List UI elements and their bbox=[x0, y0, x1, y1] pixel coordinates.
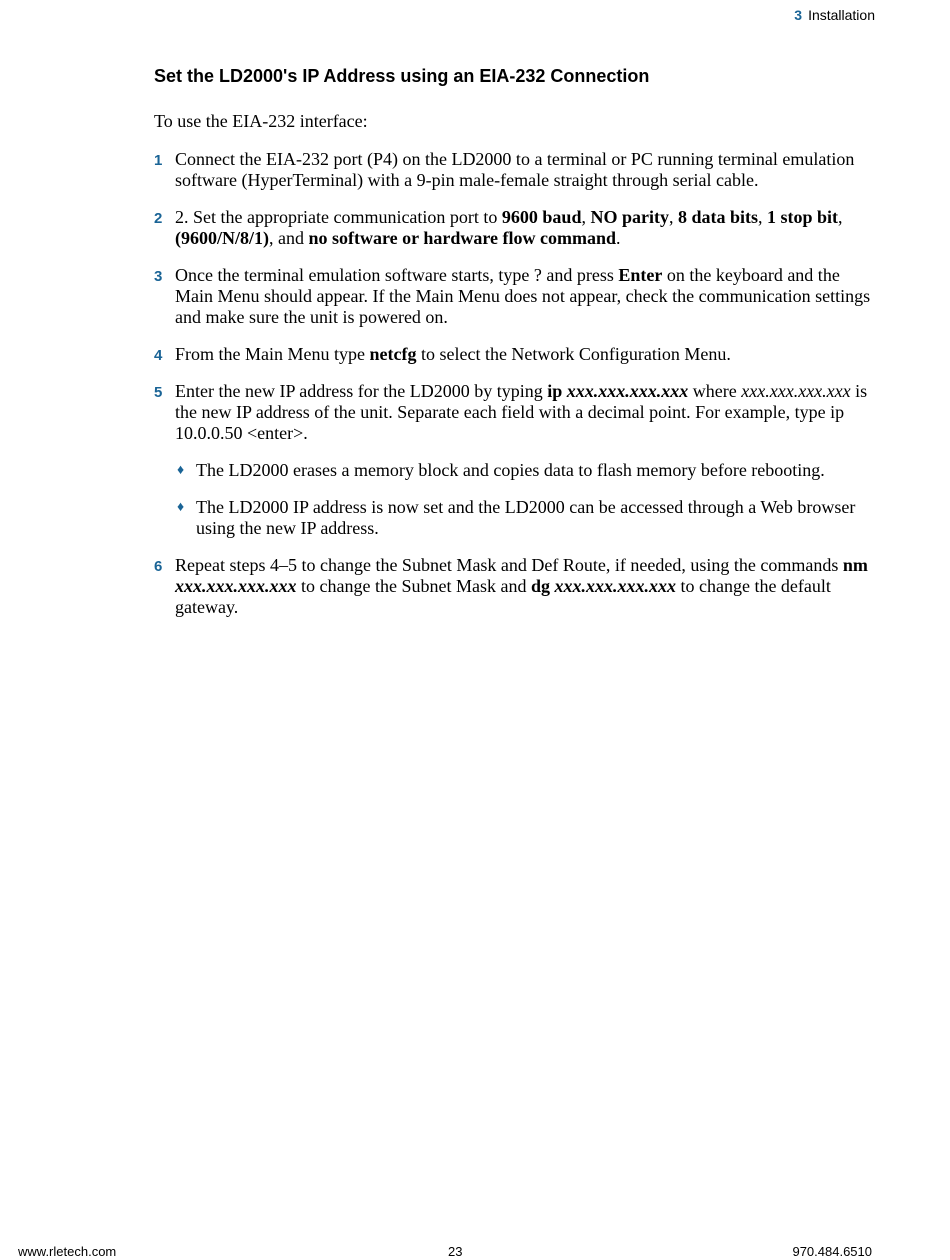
step-5 bbox=[154, 381, 874, 539]
section-number: 3 bbox=[794, 7, 803, 23]
step-number: 1 bbox=[154, 152, 163, 169]
bullet-item: ♦ The LD2000 erases a memory block and copies data to flash memory before rebooting. bbox=[177, 460, 825, 480]
step-number: 6 bbox=[154, 558, 163, 575]
step-text: From the Main Menu type netcfg to select the Network Configuration Menu. bbox=[175, 344, 731, 364]
footer-website: www.rletech.com bbox=[18, 1244, 117, 1259]
page-title: Set the LD2000's IP Address using an EIA-232 Connection bbox=[154, 66, 650, 86]
step-3 bbox=[154, 265, 874, 328]
diamond-bullet-icon: ♦ bbox=[177, 500, 185, 515]
running-header bbox=[794, 7, 875, 23]
bullet-list bbox=[175, 460, 874, 539]
intro-text: To use the EIA-232 interface: bbox=[154, 111, 368, 131]
bullet-item: ♦ The LD2000 IP address is now set and the LD2000 can be accessed through a Web browser using the new IP address. bbox=[177, 497, 856, 538]
step-number: 3 bbox=[154, 268, 163, 285]
step-2 bbox=[154, 207, 874, 249]
step-text: Connect the EIA-232 port (P4) on the LD2000 to a terminal or PC running terminal emulation software (HyperTerminal) with a 9-pin male-female straight through serial cable. bbox=[175, 149, 855, 190]
step-number: 5 bbox=[154, 384, 163, 401]
step-text: Once the terminal emulation software starts, type ? and press Enter on the keyboard and the Main Menu should appear. If the Main Menu does not appear, check the communication settings and make sure the unit is powered on. bbox=[175, 265, 871, 327]
step-text: Enter the new IP address for the LD2000 by typing ip xxx.xxx.xxx.xxx where xxx.xxx.xxx.xxx is the new IP address of the unit. Separate each field with a decimal point. For example, type ip 10.0.0.50 <enter>. bbox=[175, 381, 868, 443]
step-text: 2. Set the appropriate communication port to 9600 baud, NO parity, 8 data bits, 1 stop bit, (9600/N/8/1), and no software or hardware flow command. bbox=[175, 207, 843, 248]
step-number: 4 bbox=[154, 347, 163, 364]
step-1 bbox=[154, 149, 874, 191]
step-number: 2 bbox=[154, 210, 163, 227]
diamond-bullet-icon: ♦ bbox=[177, 463, 185, 478]
step-text: Repeat steps 4–5 to change the Subnet Mask and Def Route, if needed, using the commands nm xxx.xxx.xxx.xxx to change the Subnet Mask and dg xxx.xxx.xxx.xxx to change the default gateway. bbox=[175, 555, 868, 617]
footer-phone: 970.484.6510 bbox=[792, 1244, 872, 1259]
step-6 bbox=[154, 555, 874, 618]
steps-list bbox=[154, 149, 874, 634]
section-title: Installation bbox=[808, 7, 875, 23]
step-4 bbox=[154, 344, 874, 365]
footer-page-number: 23 bbox=[448, 1244, 463, 1259]
